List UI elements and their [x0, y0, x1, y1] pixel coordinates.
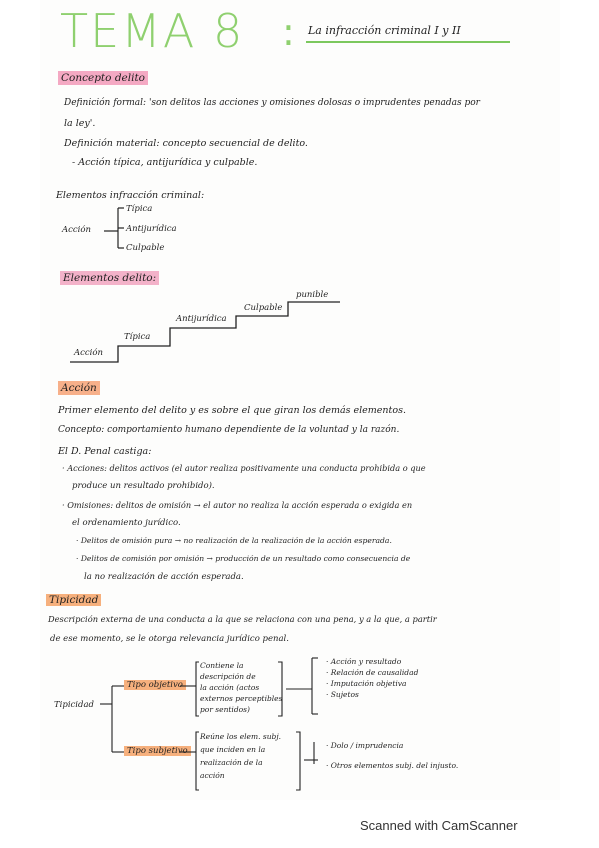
accion-line-2: Concepto: comportamiento humano dependiente de la voluntad y la razón. [58, 425, 400, 435]
tipo-objetivo-items: · Acción y resultado · Relación de causalidad · Imputación objetiva · Sujetos [326, 657, 419, 699]
accion-line-3: El D. Penal castiga: [58, 446, 152, 457]
elementos-infraccion-item: Antijurídica [126, 224, 177, 234]
title-colon: : [282, 10, 295, 54]
concepto-line-4: - Acción típica, antijurídica y culpable. [72, 157, 258, 168]
staircase-step-label: Acción [74, 348, 103, 358]
page-title: TEMA 8 [60, 4, 245, 58]
tipo-objetivo-description: Contiene la descripción de la acción (actos externos perceptibles por sentidos) [200, 661, 283, 714]
section-concepto-heading: Concepto delito [58, 72, 148, 84]
infraccion-bracket [104, 208, 124, 248]
accion-bullet-acciones-cont: produce un resultado prohibido). [72, 481, 215, 491]
concepto-line-1: Definición formal: 'son delitos las acciones y omisiones dolosas o imprudentes penadas por [64, 98, 480, 108]
tipicidad-tree-lines [100, 658, 318, 790]
elementos-infraccion-heading: Elementos infracción criminal: [56, 190, 205, 201]
accion-line-1: Primer elemento del delito y es sobre el que giran los demás elementos. [58, 405, 406, 416]
accion-bullet-comision-omision-cont: la no realización de acción esperada. [84, 572, 244, 582]
accion-bullet-comision-omision: · Delitos de comisión por omisión → producción de un resultado como consecuencia de [76, 554, 411, 563]
tipo-subjetivo-description: Reúne los elem. subj. que inciden en la realización de la acción [200, 732, 282, 780]
elementos-infraccion-item: Típica [126, 204, 153, 214]
tipo-subjetivo-items: · Dolo / imprudencia · Otros elementos subj. del injusto. [326, 741, 459, 770]
page-subtitle: La infracción criminal I y II [308, 24, 461, 37]
accion-bullet-omisiones-cont: el ordenamiento jurídico. [72, 518, 181, 528]
concepto-line-2: la ley'. [64, 118, 96, 129]
tipicidad-tree-root: Tipicidad [54, 700, 94, 710]
accion-bullet-omisiones: · Omisiones: delitos de omisión → el autor no realiza la acción esperada o exigida en [62, 500, 413, 510]
tipo-subjetivo-label: Tipo subjetivo [124, 746, 191, 756]
staircase-line [70, 302, 340, 362]
elementos-infraccion-item: Culpable [126, 243, 165, 253]
staircase-step-label: punible [296, 290, 329, 300]
accion-bullet-acciones: · Acciones: delitos activos (el autor realiza positivamente una conducta prohibida o que [62, 463, 426, 473]
staircase-step-label: Típica [124, 332, 151, 342]
tipicidad-line-1: Descripción externa de una conducta a la que se relaciona con una pena, y a la que, a partir [48, 614, 437, 624]
camscanner-watermark: Scanned with CamScanner [360, 818, 518, 833]
accion-bullet-omision-pura: · Delitos de omisión pura → no realización de la realización de la acción esperada. [76, 536, 392, 545]
section-elementos-delito-heading: Elementos delito: [60, 272, 159, 284]
tipo-objetivo-label: Tipo objetivo [124, 680, 186, 690]
staircase-step-label: Antijurídica [176, 314, 227, 324]
elementos-infraccion-root: Acción [62, 225, 91, 235]
section-tipicidad-heading: Tipicidad [46, 594, 101, 606]
staircase-step-label: Culpable [244, 303, 283, 313]
tipicidad-line-2: de ese momento, se le otorga relevancia jurídico penal. [50, 634, 289, 644]
concepto-line-3: Definición material: concepto secuencial de delito. [64, 138, 308, 149]
section-accion-heading: Acción [58, 382, 100, 394]
